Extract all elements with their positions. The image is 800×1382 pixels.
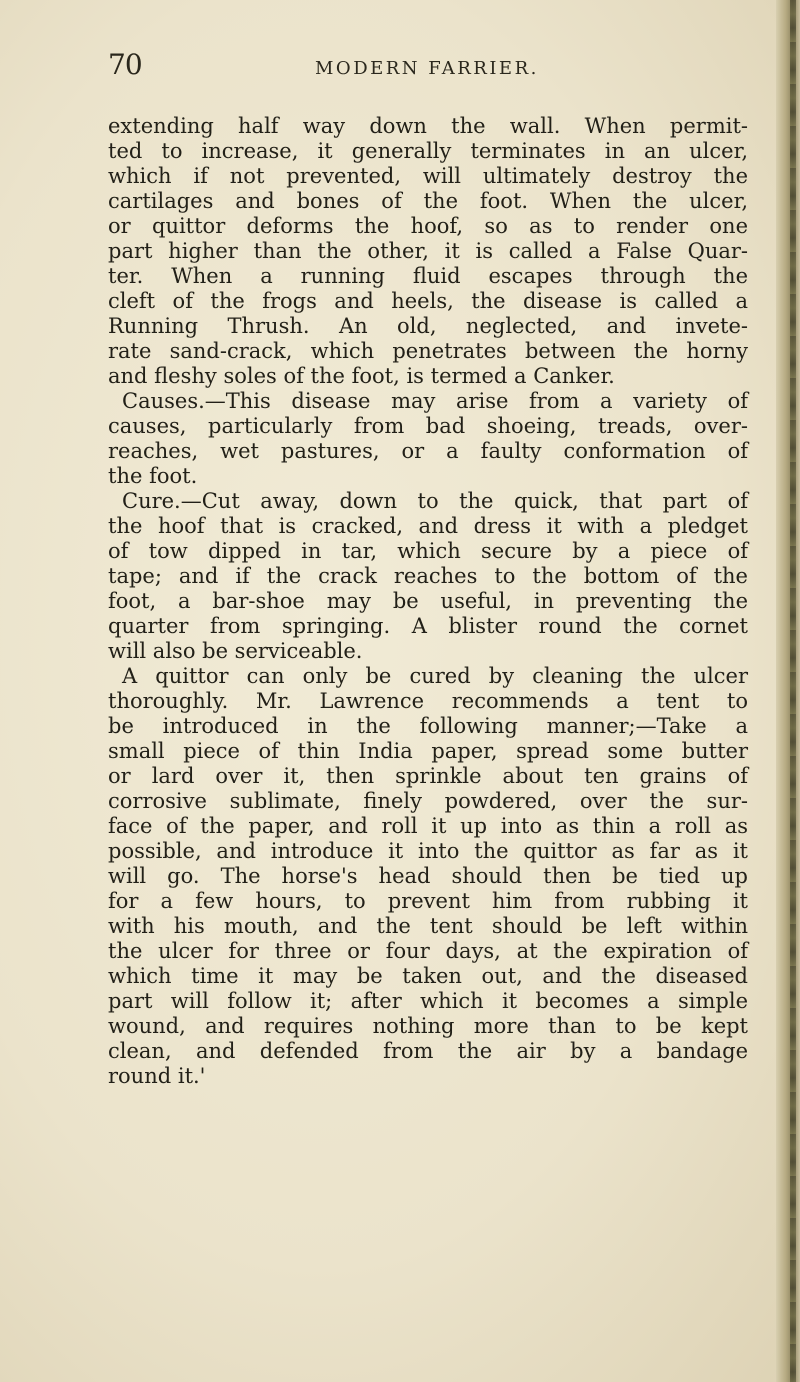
text-line: clean, and defended from the air by a bandage (108, 1039, 748, 1063)
text-line: part will follow it; after which it becomes a simple (108, 989, 748, 1013)
text-line: part higher than the other, it is called a False Quar- (108, 239, 748, 263)
text-line: the foot. (108, 464, 198, 488)
body-text (108, 114, 748, 1089)
text-line: thoroughly. Mr. Lawrence recommends a tent to (108, 689, 748, 713)
text-line: which if not prevented, will ultimately destroy the (108, 164, 748, 188)
text-line: the ulcer for three or four days, at the expiration of (108, 939, 748, 963)
text-line: A quittor can only be cured by cleaning the ulcer (122, 664, 748, 688)
text-line: which time it may be taken out, and the diseased (108, 964, 748, 988)
text-line: for a few hours, to prevent him from rubbing it (108, 889, 748, 913)
page-header (108, 48, 748, 98)
text-line: corrosive sublimate, finely powdered, over the sur- (108, 789, 748, 813)
text-line: causes, particularly from bad shoeing, treads, over- (108, 414, 748, 438)
text-line: Causes.—This disease may arise from a variety of (122, 389, 748, 413)
text-line: rate sand-crack, which penetrates between the horny (108, 339, 748, 363)
running-head: MODERN FARRIER. (315, 58, 539, 79)
text-line: ted to increase, it generally terminates in an ulcer, (108, 139, 748, 163)
text-line: ter. When a running fluid escapes through the (108, 264, 748, 288)
text-line: or quittor deforms the hoof, so as to render one (108, 214, 748, 238)
text-line: extending half way down the wall. When permit- (108, 114, 748, 138)
text-line: the hoof that is cracked, and dress it with a pledget (108, 514, 748, 538)
text-line: will also be serviceable. (108, 639, 363, 663)
text-line: of tow dipped in tar, which secure by a piece of (108, 539, 748, 563)
text-line: wound, and requires nothing more than to be kept (108, 1014, 748, 1038)
text-line: Cure.—Cut away, down to the quick, that part of (122, 489, 748, 513)
page-edge-shadow (776, 0, 800, 1382)
text-line: small piece of thin India paper, spread some butter (108, 739, 748, 763)
page-number: 70 (108, 48, 142, 81)
text-line: reaches, wet pastures, or a faulty conformation of (108, 439, 748, 463)
text-line: be introduced in the following manner;—Take a (108, 714, 748, 738)
text-line: possible, and introduce it into the quittor as far as it (108, 839, 748, 863)
text-line: round it.' (108, 1064, 206, 1088)
text-line: cleft of the frogs and heels, the disease is called a (108, 289, 748, 313)
text-line: tape; and if the crack reaches to the bottom of the (108, 564, 748, 588)
text-line: quarter from springing. A blister round the cornet (108, 614, 748, 638)
text-line: and fleshy soles of the foot, is termed a Canker. (108, 364, 615, 388)
text-line: cartilages and bones of the foot. When the ulcer, (108, 189, 748, 213)
text-line: Running Thrush. An old, neglected, and invete- (108, 314, 748, 338)
text-line: foot, a bar-shoe may be useful, in preventing the (108, 589, 748, 613)
text-line: face of the paper, and roll it up into as thin a roll as (108, 814, 748, 838)
text-line: or lard over it, then sprinkle about ten grains of (108, 764, 748, 788)
text-line: will go. The horse's head should then be tied up (108, 864, 748, 888)
text-line: with his mouth, and the tent should be left within (108, 914, 748, 938)
